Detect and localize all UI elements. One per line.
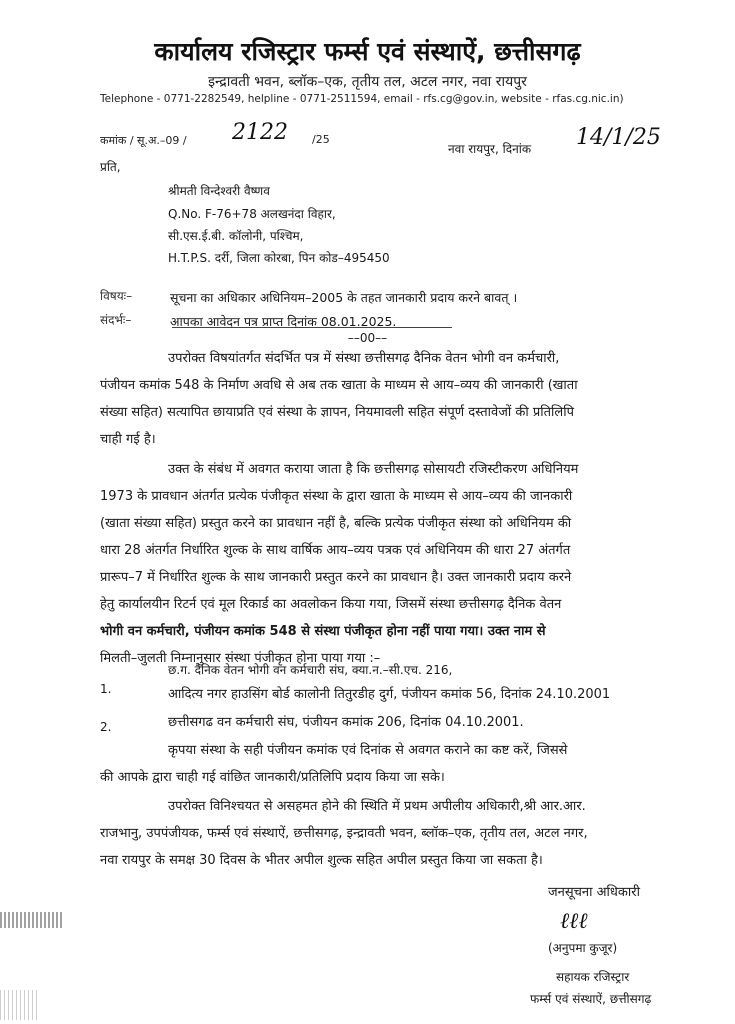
para1-line: पंजीयन कमांक 548 के निर्माण अवधि से अब तक खाता के माध्यम से आय–व्यय की जानकारी (खाता	[100, 378, 578, 393]
office-title: कार्यालय रजिस्ट्रार फर्म्स एवं संस्थाऐं, छत्तीसगढ़	[154, 37, 581, 66]
sandarbh-text: आपका आवेदन पत्र प्राप्त दिनांक 08.01.2025.	[170, 314, 397, 329]
recipient-line: H.T.P.S. दर्री, जिला कोरबा, पिन कोड–495450	[168, 251, 390, 265]
officer-title: जनसूचना अधिकारी	[548, 885, 640, 900]
para2-line: उक्त के संबंध में अवगत कराया जाता है कि छत्तीसगढ़ सोसायटी रजिस्टीकरण अधिनियम	[168, 462, 579, 477]
para4-line: राजभानु, उपपंजीयक, फर्म्स एवं संस्थाऐं, छत्तीसगढ़, इन्द्रावती भवन, ब्लॉक–एक, तृतीय तल, अटल नगर,	[100, 826, 588, 841]
para3-line: की आपके द्वारा चाही गई वांछित जानकारी/प्रतिलिपि प्रदाय किया जा सके।	[100, 770, 445, 785]
scan-artifact	[0, 912, 62, 928]
para2-line: मिलती–जुलती निम्नानुसार संस्था पंजीकृत होना पाया गया :–	[100, 651, 381, 666]
reference-suffix: /25	[312, 133, 330, 146]
office-address: इन्द्रावती भवन, ब्लॉक–एक, तृतीय तल, अटल नगर, नवा रायपुर	[208, 74, 527, 90]
para1-line: चाही गई है।	[100, 432, 156, 447]
recipient-line: सी.एस.ई.बी. कॉलोनी, पश्चिम,	[168, 229, 304, 243]
item-line: छ.ग. दैनिक वेतन भोगी वन कर्मचारी संघ, क्या.न.–सी.एच. 216,	[168, 663, 453, 677]
underline	[172, 327, 452, 328]
subject-label: विषयः–	[100, 289, 133, 303]
para1-line: संख्या सहित) सत्यापित छायाप्रति एवं संस्था के ज्ञापन, नियमावली सहित संपूर्ण दस्तावेजों की प्रतिलिपि	[100, 405, 574, 420]
reference-prefix: कमांक / सू.अ.–09 /	[100, 134, 187, 147]
contact-line: Telephone - 0771-2282549, helpline - 0771-2511594, email - rfs.cg@gov.in, website - rfas.cg.nic.in)	[100, 93, 624, 105]
signature-mark: ℓℓℓ	[560, 909, 588, 934]
date-label: नवा रायपुर, दिनांक	[448, 142, 532, 156]
designation: सहायक रजिस्ट्रार	[556, 970, 630, 984]
para2-line: 1973 के प्रावधान अंतर्गत प्रत्येक पंजीकृत संस्था के द्वारा खाता के माध्यम से आय–व्यय की जानकारी	[100, 489, 573, 504]
reference-number: 2122	[232, 120, 288, 145]
item-line: आदित्य नगर हाउसिंग बोर्ड कालोनी तितुरडीह दुर्ग, पंजीयन कमांक 56, दिनांक 24.10.2001	[168, 687, 611, 702]
para2-line: भोगी वन कर्मचारी, पंजीयन कमांक 548 से संस्था पंजीकृत होना नहीं पाया गया। उक्त नाम से	[100, 624, 546, 639]
recipient-line: श्रीमती विन्देश्वरी वैष्णव	[168, 184, 270, 198]
para2-line: हेतु कार्यालयीन रिटर्न एवं मूल रिकार्ड का अवलोकन किया गया, जिसमें संस्था छत्तीसगढ़ दैनिक वेतन	[100, 597, 562, 612]
para4-line: नवा रायपुर के समक्ष 30 दिवस के भीतर अपील शुल्क सहित अपील प्रस्तुत किया जा सकता है।	[100, 853, 543, 868]
para2-line: धारा 28 अंतर्गत निर्धारित शुल्क के साथ वार्षिक आय–व्यय पत्रक एवं अधिनियम की धारा 27 अंतर्गत	[100, 543, 571, 558]
sandarbh-label: संदर्भः–	[100, 313, 132, 327]
para1-line: उपरोक्त विषयांतर्गत संदर्भित पत्र में संस्था छत्तीसगढ़ दैनिक वेतन भोगी वन कर्मचारी,	[168, 351, 560, 366]
separator: ––00––	[347, 331, 388, 345]
para2-line: प्रारूप–7 में निर्धारित शुल्क के साथ जानकारी प्रस्तुत करने का प्रावधान है। उक्त जानकारी प्रदाय करने	[100, 570, 572, 585]
department: फर्म्स एवं संस्थाऐं, छत्तीसगढ़	[530, 992, 652, 1006]
prati-label: प्रति,	[100, 160, 121, 174]
item-number: 1.	[100, 682, 112, 696]
para4-line: उपरोक्त विनिश्चयत से असहमत होने की स्थिति में प्रथम अपीलीय अधिकारी,श्री आर.आर.	[168, 799, 586, 814]
subject-text: सूचना का अधिकार अधिनियम–2005 के तहत जानकारी प्रदाय करने बावत् ।	[170, 290, 518, 305]
item-line: छत्तीसगढ वन कर्मचारी संघ, पंजीयन कमांक 206, दिनांक 04.10.2001.	[168, 715, 524, 730]
scan-artifact	[0, 990, 40, 1020]
para3-line: कृपया संस्था के सही पंजीयन कमांक एवं दिनांक से अवगत कराने का कष्ट करें, जिससे	[168, 743, 568, 758]
item-number: 2.	[100, 720, 112, 734]
signatory-name: (अनुपमा कुजूर)	[548, 941, 618, 955]
para2-line: (खाता संख्या सहित) प्रस्तुत करने का प्रावधान नहीं है, बल्कि प्रत्येक पंजीकृत संस्था को अधिनियम की	[100, 516, 572, 531]
date-value: 14/1/25	[576, 125, 661, 150]
recipient-line: Q.No. F-76+78 अलखनंदा विहार,	[168, 207, 336, 221]
